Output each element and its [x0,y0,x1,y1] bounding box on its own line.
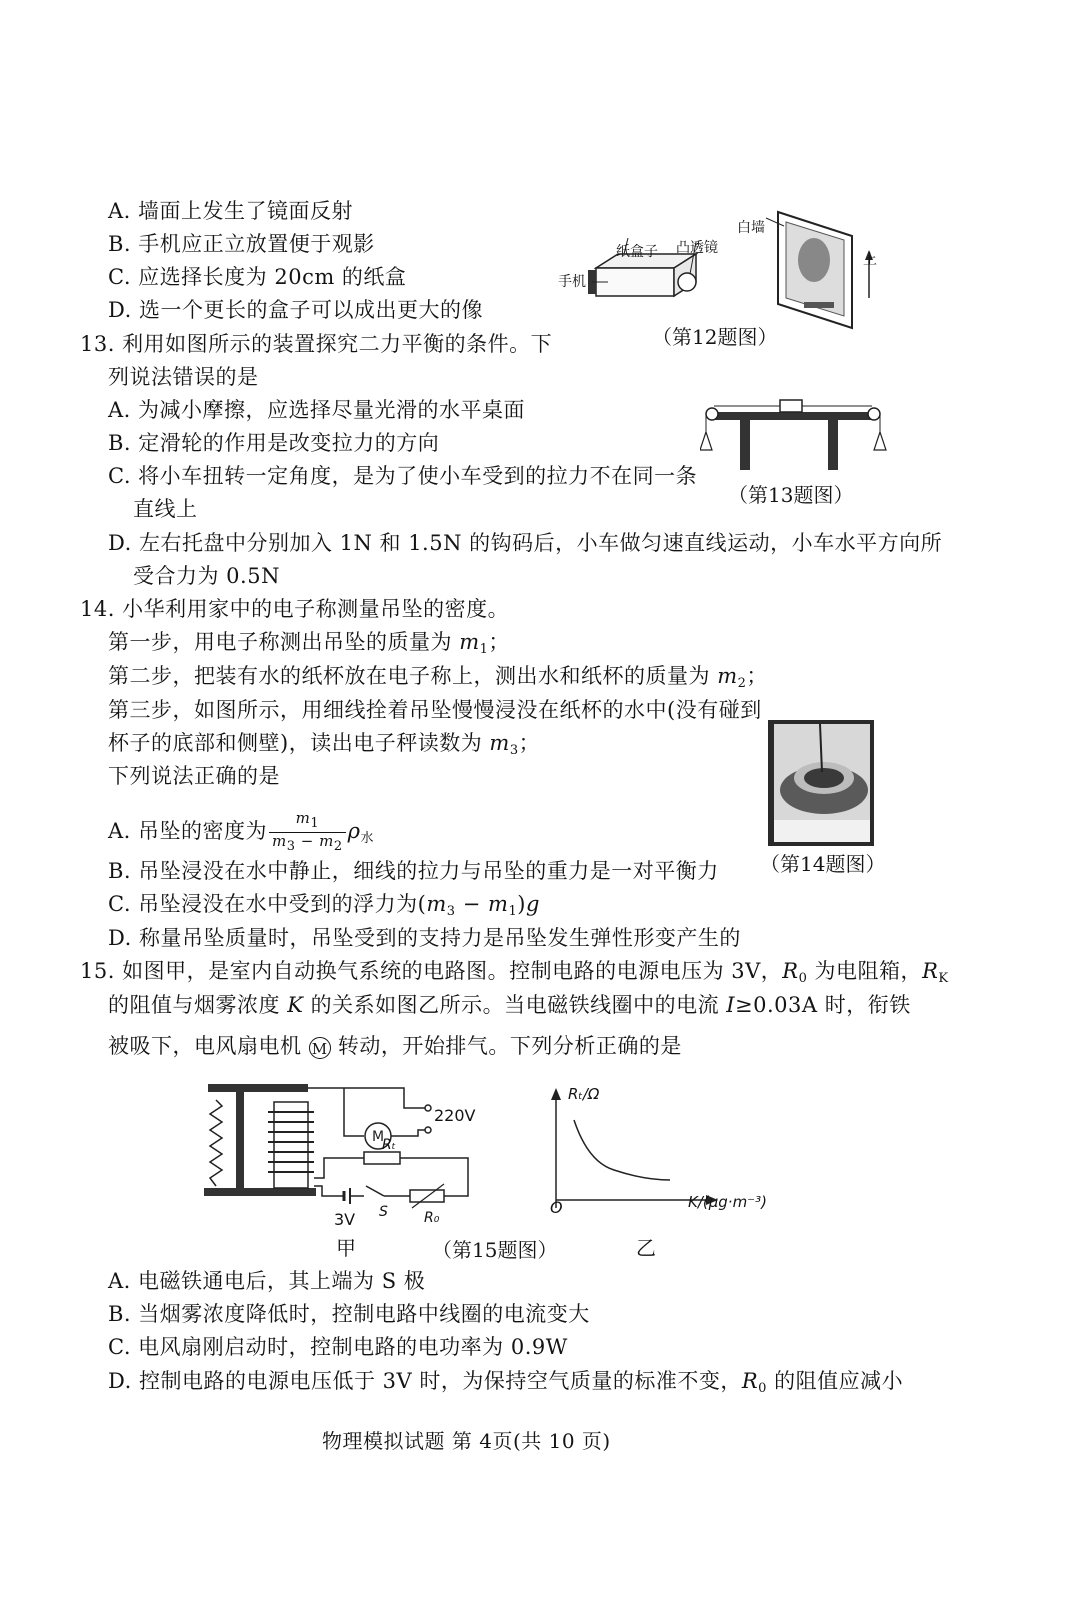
q14-figure-caption: （第14题图） [760,852,886,876]
q15-label-3v: 3V [334,1210,356,1229]
q15-stem-line2: 的阻值与烟雾浓度 K 的关系如图乙所示。当电磁铁线圈中的电流 I≥0.03A 时，衔铁 [108,993,911,1017]
page-footer: 物理模拟试题 第 4页(共 10 页) [322,1429,611,1453]
q15-stem-line1: 15. 如图甲，是室内自动换气系统的电路图。控制电路的电源电压为 3V，$R_0$ 为电阻箱，$R_K$ [80,959,949,986]
q14-step1: 第一步，用电子称测出吊坠的质量为 $m_1$； [108,630,510,657]
electromagnet-icon [274,1102,308,1188]
q15-label-220v: 220V [434,1106,476,1125]
motor-symbol-icon: M [309,1037,331,1059]
cup-icon [804,768,844,788]
q15-label-r0: R₀ [424,1210,440,1226]
q14-stem: 14. 小华利用家中的电子称测量吊坠的密度。 [80,597,510,621]
q12-label-wall: 白墙 [737,220,765,236]
q12-figure-caption: （第12题图） [652,325,778,349]
q15-figure-caption: （第15题图） [432,1238,558,1262]
spring-icon [210,1100,222,1186]
left-pulley-icon [706,408,718,420]
q15-option-c: C. 电风扇刚启动时，控制电路的电功率为 0.9W [108,1335,568,1359]
q13-option-a: A. 为减小摩擦，应选择尽量光滑的水平桌面 [108,398,526,422]
q15-origin-label: O [550,1198,563,1217]
q15-label-jia: 甲 [336,1236,356,1260]
rk-resistor-icon [364,1152,400,1164]
rk-curve [574,1120,670,1180]
q12-label-box: 纸盒子 [616,244,658,260]
q14-option-d: D. 称量吊坠质量时，吊坠受到的支持力是吊坠发生弹性形变产生的 [108,926,741,950]
q13-stem-line2: 列说法错误的是 [108,365,259,389]
paper-box-drawing [588,254,696,296]
white-wall-drawing [778,212,852,328]
q15-label-rk: Rₜ [382,1137,396,1153]
q13-option-d: D. 左右托盘中分别加入 1N 和 1.5N 的钩码后，小车做匀速直线运动，小车水平方向所 [108,531,943,555]
q15-circuit-diagram [198,1078,484,1229]
q13-option-c-cont: 直线上 [133,497,198,521]
q14-photo [768,720,874,846]
q15-x-axis-label: K/(μg·m⁻³) [688,1193,767,1211]
q15-y-axis-label: Rₜ/Ω [568,1085,600,1103]
q12-figure [556,198,886,338]
q12-label-up: 上 [863,252,877,268]
q15-option-a: A. 电磁铁通电后，其上端为 S 极 [108,1269,426,1293]
q15-label-yi: 乙 [636,1236,656,1260]
armature-icon [208,1084,308,1092]
q14-option-c: C. 吊坠浸没在水中受到的浮力为$(m_3 - m_1)g$ [108,892,540,919]
cart-icon [780,400,802,412]
q13-figure [700,392,890,474]
convex-lens-icon [678,273,696,291]
q12-label-lens: 凸透镜 [676,240,718,256]
q13-option-d-cont: 受合力为 0.5N [133,564,280,588]
q12-option-d: D. 选一个更长的盒子可以成出更大的像 [108,298,483,322]
q15-stem-line3: 被吸下，电风扇电机 M 转动，开始排气。下列分析正确的是 [108,1034,682,1058]
q13-figure-caption: （第13题图） [728,483,854,507]
q13-option-b: B. 定滑轮的作用是改变拉力的方向 [108,431,440,455]
q15-label-switch: S [379,1204,388,1220]
q14-prompt: 下列说法正确的是 [108,764,280,788]
q12-label-phone: 手机 [558,274,586,290]
q14-step3-line2: 杯子的底部和侧壁)，读出电子秤读数为 $m_3$； [108,731,541,758]
fan-motor-letter: M [372,1129,385,1145]
q13-stem-line1: 13. 利用如图所示的装置探究二力平衡的条件。下 [80,332,553,356]
q12-option-b: B. 手机应正立放置便于观影 [108,232,375,256]
q15-option-d: D. 控制电路的电源电压低于 3V 时，为保持空气质量的标准不变，$R_0$ 的阻值应减小 [108,1369,904,1396]
switch-icon [366,1186,384,1196]
q12-option-c: C. 应选择长度为 20cm 的纸盒 [108,265,407,289]
q15-option-b: B. 当烟雾浓度降低时，控制电路中线圈的电流变大 [108,1302,590,1326]
right-pulley-icon [868,408,880,420]
q14-option-a: A. 吊坠的密度为 $\frac{m1}{m3 - m2}$ $\rho_水$ [108,809,375,854]
y-axis-arrow-icon [551,1088,561,1100]
q12-option-a: A. 墙面上发生了镜面反射 [108,199,354,223]
q14-option-b: B. 吊坠浸没在水中静止，细线的拉力与吊坠的重力是一对平衡力 [108,859,719,883]
q14-step2: 第二步，把装有水的纸杯放在电子称上，测出水和纸杯的质量为 $m_2$； [108,664,768,691]
q13-option-c: C. 将小车扭转一定角度，是为了使小车受到的拉力不在同一条 [108,464,698,488]
q14-step3-line1: 第三步，如图所示，用细线拴着吊坠慢慢浸没在纸杯的水中(没有碰到 [108,698,762,722]
